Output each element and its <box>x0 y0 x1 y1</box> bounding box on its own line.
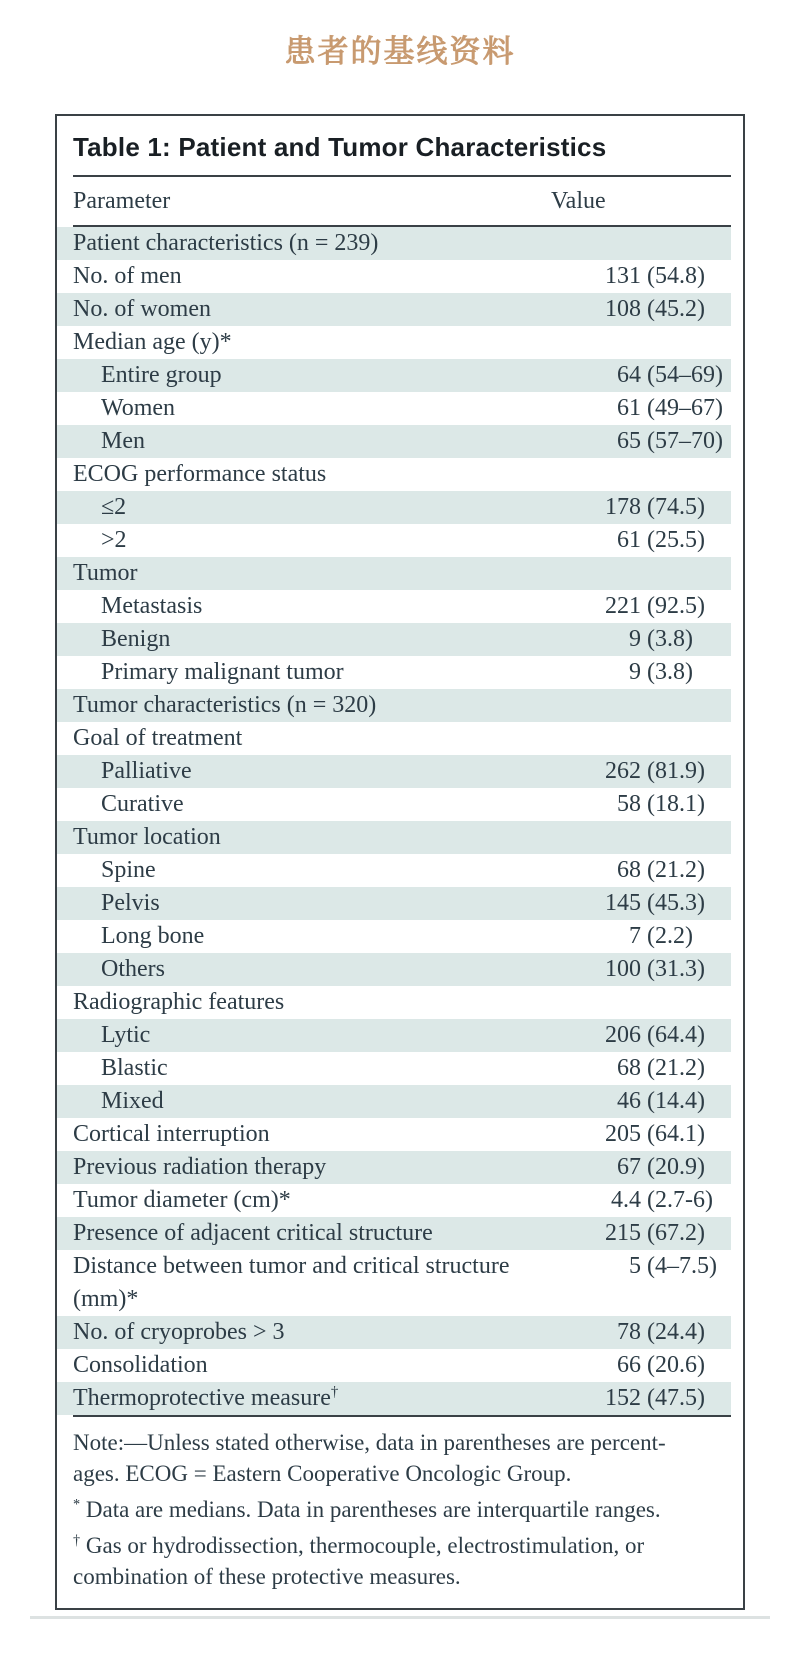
param-cell: Long bone <box>101 923 205 949</box>
value-number: 221 <box>605 593 641 619</box>
value-number: 145 <box>605 890 641 916</box>
table-row <box>57 1250 731 1316</box>
value-parenthetical: (57–70) <box>647 428 723 454</box>
page-bottom-line <box>30 1616 770 1619</box>
value-number: 9 <box>629 659 641 685</box>
value-number: 100 <box>605 956 641 982</box>
value-number: 61 <box>617 527 641 553</box>
table-row <box>57 623 731 656</box>
value-parenthetical: (81.9) <box>647 758 705 784</box>
param-cell: No. of men <box>73 263 182 289</box>
param-cell: ≤2 <box>101 494 127 520</box>
value-parenthetical: (74.5) <box>647 494 705 520</box>
param-cell: Tumor <box>73 560 138 586</box>
value-number: 205 <box>605 1121 641 1147</box>
value-parenthetical: (3.8) <box>647 659 693 685</box>
value-parenthetical: (92.5) <box>647 593 705 619</box>
page <box>0 26 800 1659</box>
value-cell <box>551 887 731 920</box>
table-row <box>57 1184 731 1217</box>
value-number: 215 <box>605 1220 641 1246</box>
value-number: 65 <box>617 428 641 454</box>
value-number: 178 <box>605 494 641 520</box>
value-cell <box>551 260 731 293</box>
table1-box <box>55 114 745 1610</box>
param-cell: Radiographic features <box>73 989 285 1015</box>
value-number: 4.4 <box>611 1187 641 1213</box>
value-cell <box>551 590 731 623</box>
table-row <box>57 1316 731 1349</box>
value-parenthetical: (47.5) <box>647 1385 705 1411</box>
value-parenthetical: (45.3) <box>647 890 705 916</box>
table-row <box>57 920 731 953</box>
param-cell: Women <box>101 395 176 421</box>
value-parenthetical: (3.8) <box>647 626 693 652</box>
value-parenthetical: (24.4) <box>647 1319 705 1345</box>
value-cell <box>551 491 731 524</box>
param-cell: Metastasis <box>101 593 203 619</box>
value-cell <box>551 1151 731 1184</box>
value-cell <box>551 656 731 689</box>
value-cell <box>551 623 731 656</box>
table-row <box>57 1349 731 1382</box>
table-row <box>57 1382 731 1415</box>
value-number: 108 <box>605 296 641 322</box>
value-cell <box>551 854 731 887</box>
value-parenthetical: (2.7-6) <box>647 1187 713 1213</box>
dagger-marker: † <box>330 1384 339 1400</box>
value-cell <box>551 392 731 425</box>
page-title: 患者的基线资料 <box>284 34 516 70</box>
footnote-marker: † <box>73 1532 81 1549</box>
table-row <box>57 821 731 854</box>
value-number: 262 <box>605 758 641 784</box>
table-header-row <box>57 177 731 225</box>
table-row <box>57 1151 731 1184</box>
table-row <box>57 887 731 920</box>
param-cell: Patient characteristics (n = 239) <box>73 230 379 256</box>
value-parenthetical: (21.2) <box>647 1055 705 1081</box>
table-note: Note:—Unless stated otherwise, data in parentheses are percent- ages. ECOG = Eastern Cooperative Oncologic Group. <box>73 1430 666 1486</box>
value-number: 5 <box>629 1253 641 1279</box>
param-cell: No. of cryoprobes > 3 <box>73 1319 285 1345</box>
table-row <box>57 227 731 260</box>
table-row <box>57 524 731 557</box>
param-cell: Curative <box>101 791 184 817</box>
table-row <box>57 260 731 293</box>
column-header-value: Value <box>551 187 606 214</box>
param-cell: Consolidation <box>73 1352 208 1378</box>
value-cell <box>551 1217 731 1250</box>
value-parenthetical: (49–67) <box>647 395 723 421</box>
value-cell <box>551 1316 731 1349</box>
table-note: † Gas or hydrodissection, thermocouple, electrostimulation, or combination of these protective measures. <box>73 1532 645 1589</box>
table-row <box>57 1217 731 1250</box>
param-cell: Benign <box>101 626 171 652</box>
table-row <box>57 755 731 788</box>
param-cell: Entire group <box>101 362 222 388</box>
value-parenthetical: (21.2) <box>647 857 705 883</box>
value-parenthetical: (54.8) <box>647 263 705 289</box>
value-cell <box>551 788 731 821</box>
value-cell <box>551 1019 731 1052</box>
table-row <box>57 293 731 326</box>
param-cell: Presence of adjacent critical structure <box>73 1220 433 1246</box>
value-cell <box>551 920 731 953</box>
param-cell: Tumor characteristics (n = 320) <box>73 692 377 718</box>
value-cell <box>551 1250 731 1283</box>
param-cell: Palliative <box>101 758 192 784</box>
value-parenthetical: (64.1) <box>647 1121 705 1147</box>
value-number: 67 <box>617 1154 641 1180</box>
table-row <box>57 359 731 392</box>
table-row <box>57 1019 731 1052</box>
value-parenthetical: (2.2) <box>647 923 693 949</box>
value-parenthetical: (64.4) <box>647 1022 705 1048</box>
value-number: 9 <box>629 626 641 652</box>
table-row <box>57 656 731 689</box>
param-cell: Men <box>101 428 145 454</box>
table-row <box>57 1085 731 1118</box>
footnote-marker: * <box>73 1496 81 1513</box>
param-cell: Primary malignant tumor <box>101 659 344 685</box>
value-parenthetical: (14.4) <box>647 1088 705 1114</box>
param-cell: Blastic <box>101 1055 168 1081</box>
table-row <box>57 392 731 425</box>
table-row <box>57 722 731 755</box>
value-number: 68 <box>617 857 641 883</box>
column-header-parameter: Parameter <box>73 187 171 214</box>
table-row <box>57 953 731 986</box>
value-number: 131 <box>605 263 641 289</box>
value-number: 64 <box>617 362 641 388</box>
value-cell <box>551 1085 731 1118</box>
table-row <box>57 458 731 491</box>
param-cell: Cortical interruption <box>73 1121 270 1147</box>
value-number: 61 <box>617 395 641 421</box>
value-parenthetical: (25.5) <box>647 527 705 553</box>
param-cell: Tumor location <box>73 824 221 850</box>
value-number: 46 <box>617 1088 641 1114</box>
table-row <box>57 689 731 722</box>
table-row <box>57 1052 731 1085</box>
value-cell <box>551 425 731 458</box>
value-cell <box>551 1382 731 1415</box>
value-cell <box>551 1052 731 1085</box>
param-cell: Thermoprotective measure† <box>73 1384 339 1411</box>
param-cell: >2 <box>101 527 127 553</box>
table-notes <box>73 1427 727 1592</box>
value-number: 58 <box>617 791 641 817</box>
value-parenthetical: (67.2) <box>647 1220 705 1246</box>
param-cell: Median age (y)* <box>73 329 232 355</box>
table-row <box>57 326 731 359</box>
table-row <box>57 986 731 1019</box>
param-cell: Lytic <box>101 1022 151 1048</box>
table-row <box>57 590 731 623</box>
value-cell <box>551 359 731 392</box>
value-parenthetical: (31.3) <box>647 956 705 982</box>
value-number: 206 <box>605 1022 641 1048</box>
param-cell: Tumor diameter (cm)* <box>73 1187 291 1213</box>
param-cell: Others <box>101 956 165 982</box>
value-number: 68 <box>617 1055 641 1081</box>
value-parenthetical: (20.9) <box>647 1154 705 1180</box>
value-cell <box>551 1184 731 1217</box>
param-cell: Spine <box>101 857 156 883</box>
table-row <box>57 854 731 887</box>
param-cell: Distance between tumor and critical structure (mm)* <box>73 1253 510 1312</box>
value-parenthetical: (18.1) <box>647 791 705 817</box>
table-row <box>57 557 731 590</box>
value-parenthetical: (45.2) <box>647 296 705 322</box>
value-number: 7 <box>629 923 641 949</box>
value-cell <box>551 953 731 986</box>
table-row <box>57 1118 731 1151</box>
table-row <box>57 491 731 524</box>
value-cell <box>551 755 731 788</box>
param-cell: No. of women <box>73 296 211 322</box>
value-cell <box>551 1349 731 1382</box>
value-cell <box>551 524 731 557</box>
value-number: 78 <box>617 1319 641 1345</box>
value-cell <box>551 293 731 326</box>
param-cell: Pelvis <box>101 890 160 916</box>
value-number: 66 <box>617 1352 641 1378</box>
table-rows <box>57 227 743 1415</box>
value-parenthetical: (20.6) <box>647 1352 705 1378</box>
value-number: 152 <box>605 1385 641 1411</box>
value-parenthetical: (4–7.5) <box>647 1253 717 1279</box>
param-cell: ECOG performance status <box>73 461 327 487</box>
value-parenthetical: (54–69) <box>647 362 723 388</box>
table-title: Table 1: Patient and Tumor Characteristics <box>73 132 607 162</box>
param-cell: Previous radiation therapy <box>73 1154 327 1180</box>
table-row <box>57 788 731 821</box>
table-row <box>57 425 731 458</box>
param-cell: Mixed <box>101 1088 164 1114</box>
value-cell <box>551 1118 731 1151</box>
rule-above-notes <box>73 1415 731 1417</box>
table-note: * Data are medians. Data in parentheses are interquartile ranges. <box>73 1496 661 1522</box>
param-cell: Goal of treatment <box>73 725 243 751</box>
